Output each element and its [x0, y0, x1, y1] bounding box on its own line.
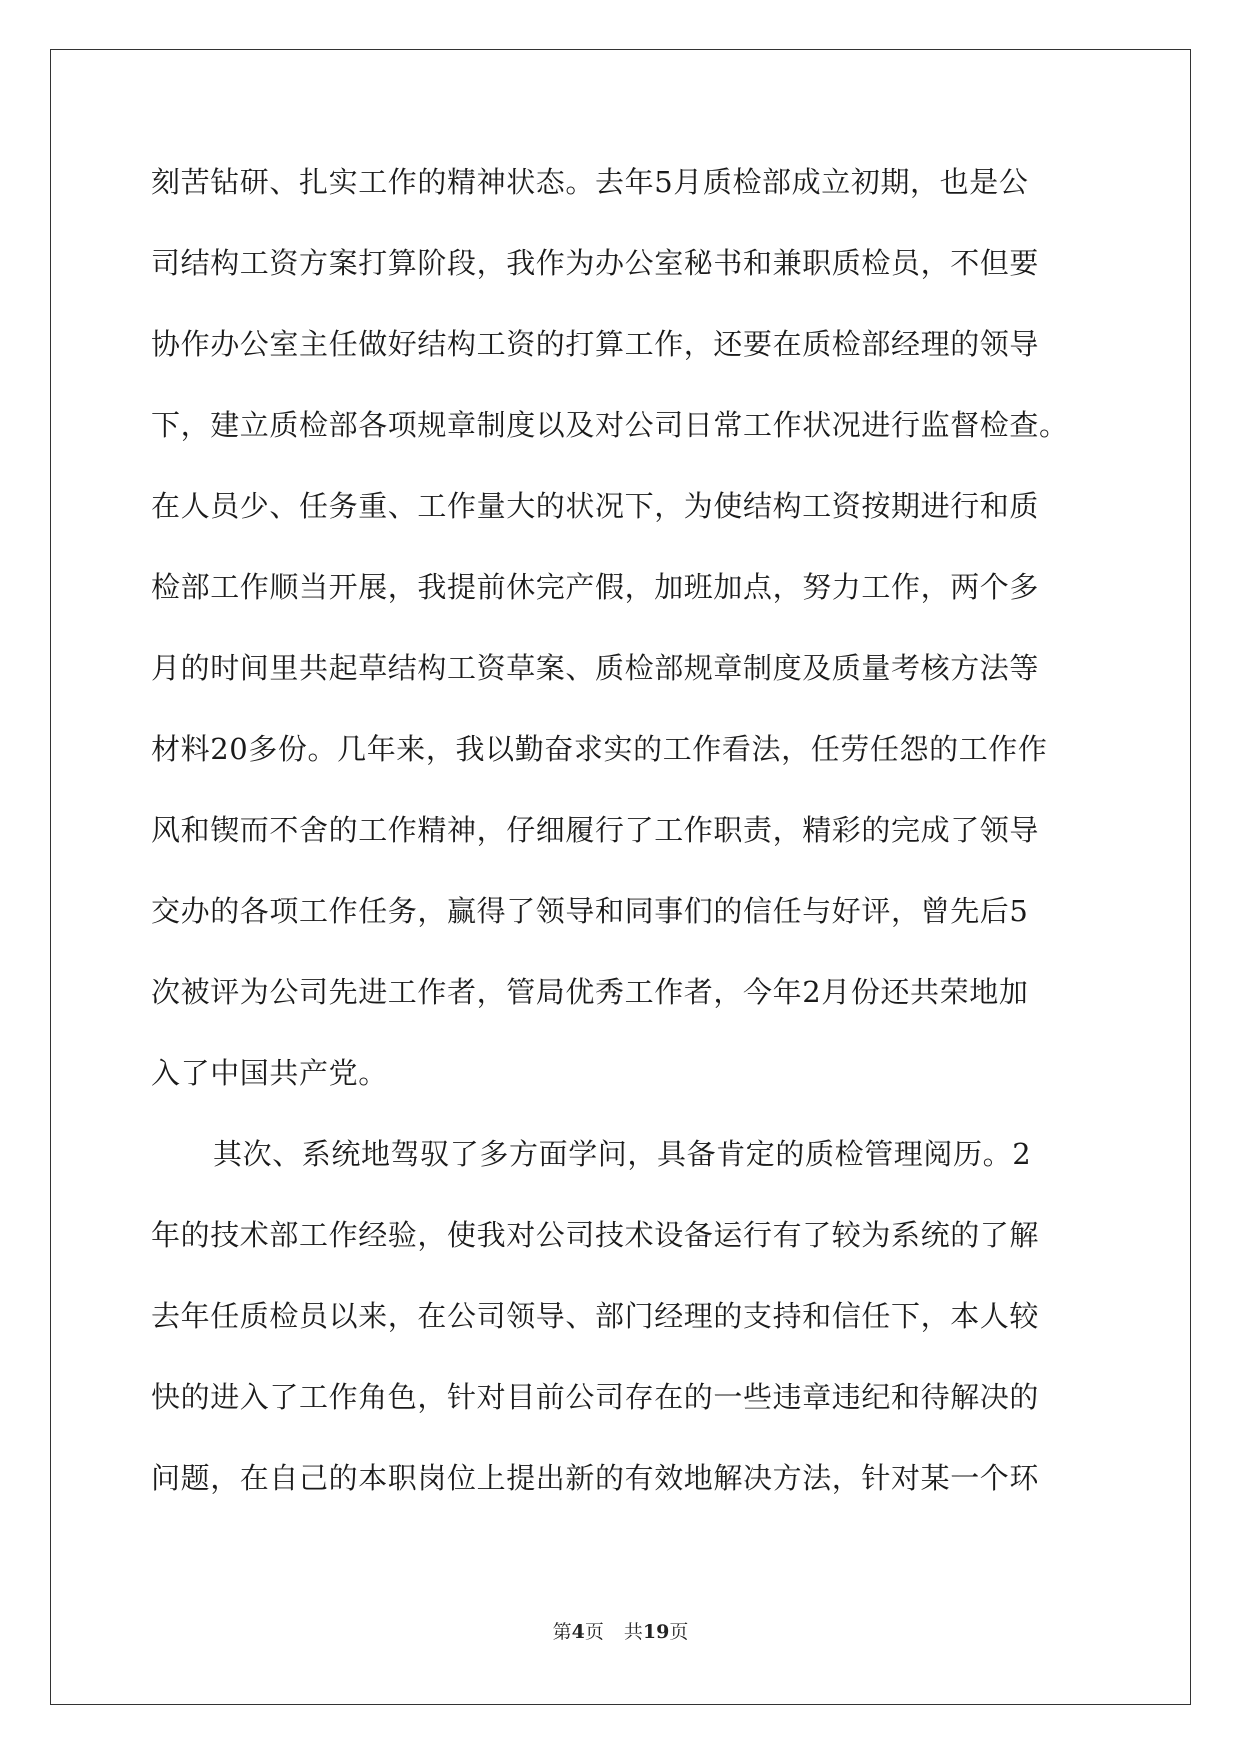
text-line: 去年任质检员以来，在公司领导、部门经理的支持和信任下，本人较 — [151, 1299, 1040, 1333]
footer-total-suffix: 页 — [669, 1621, 689, 1643]
text-line: 交办的各项工作任务，赢得了领导和同事们的信任与好评，曾先后5 — [151, 894, 1029, 928]
text-line: 次被评为公司先进工作者，管局优秀工作者，今年2月份还共荣地加 — [151, 975, 1029, 1009]
text-line: 司结构工资方案打算阶段，我作为办公室秘书和兼职质检员，不但要 — [151, 246, 1040, 280]
text-line: 快的进入了工作角色，针对目前公司存在的一些违章违纪和待解决的 — [151, 1380, 1040, 1414]
text-line: 协作办公室主任做好结构工资的打算工作，还要在质检部经理的领导 — [151, 327, 1040, 361]
text-line: 月的时间里共起草结构工资草案、质检部规章制度及质量考核方法等 — [151, 651, 1040, 685]
footer-prefix: 第 — [552, 1621, 572, 1643]
text-line: 材料20多份。几年来，我以勤奋求实的工作看法，任劳任怨的工作作 — [151, 732, 1048, 766]
text-line: 在人员少、任务重、工作量大的状况下，为使结构工资按期进行和质 — [151, 489, 1040, 523]
footer-page-suffix: 页 — [584, 1621, 604, 1643]
text-line: 问题，在自己的本职岗位上提出新的有效地解决方法，针对某一个环 — [151, 1461, 1040, 1495]
document-body — [151, 162, 1091, 1539]
current-page-number: 4 — [571, 1621, 585, 1643]
total-page-count: 19 — [642, 1621, 670, 1643]
text-line: 年的技术部工作经验，使我对公司技术设备运行有了较为系统的了解 — [151, 1218, 1040, 1252]
text-line: 风和锲而不舍的工作精神，仔细履行了工作职责，精彩的完成了领导 — [151, 813, 1040, 847]
text-line: 检部工作顺当开展，我提前休完产假，加班加点，努力工作，两个多 — [151, 570, 1040, 604]
footer-total-prefix: 共 — [623, 1621, 643, 1643]
text-line: 入了中国共产党。 — [151, 1056, 388, 1090]
page-footer — [0, 1620, 1241, 1644]
text-line-indented: 其次、系统地驾驭了多方面学问，具备肯定的质检管理阅历。2 — [213, 1137, 1032, 1171]
text-line: 刻苦钻研、扎实工作的精神状态。去年5月质检部成立初期，也是公 — [151, 165, 1029, 199]
text-line: 下，建立质检部各项规章制度以及对公司日常工作状况进行监督检查。 — [151, 408, 1069, 442]
